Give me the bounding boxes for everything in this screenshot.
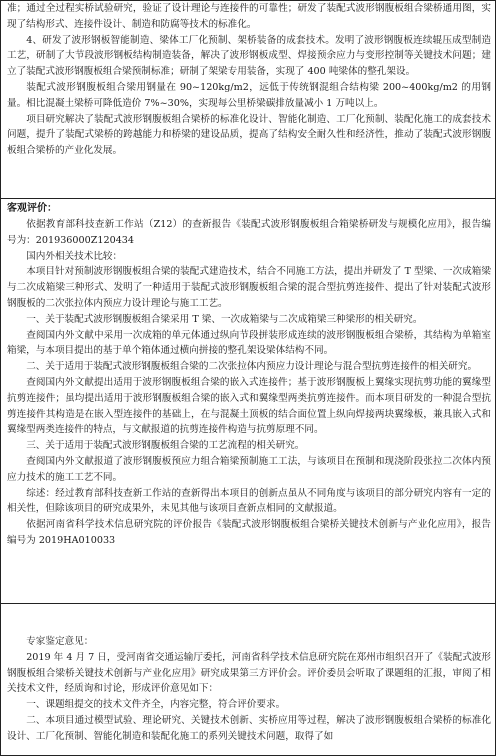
paragraph: 综述：经过教育部科技查新工作站的查新得出本项目的创新点虽从不同角度与该项目的部分研究内容有一定的相关性，但除该项目的研究成果外，未见其他与该项目查新点相同的文献报道。 [7, 487, 491, 515]
paragraph: 二、关于适用于装配式波形钢腹板组合梁的二次张拉体内预应力设计理论与混合型抗剪连接件的相关研究。 [26, 361, 478, 373]
paragraph: 依据河南省科学技术信息研究院的评价报告《装配式波形钢腹板组合梁桥关键技术创新与产业化应用》，报告编号为 2019HA010033 [7, 519, 491, 546]
paragraph: 二、本项目通过模型试验、理论研究、关键技术创新、实桥应用等过程，解决了波形钢腹板组合梁桥的标准化设计、工厂化预制、智能化制造和装配化施工的系列关键技术问题，取得了如 [7, 714, 491, 742]
paragraph: 一、关于装配式波形钢腹板组合梁采用 T 梁、一次成箱梁与二次成箱梁三种梁形的相关研究。 [26, 313, 423, 325]
section-objective-evaluation [1, 199, 495, 604]
paragraph: 查阅国内外文献报道了波形钢腹板预应力组合箱梁预制施工工法，与该项目在预制和现浇阶段张拉二次体内预应力技术的施工工艺不同。 [7, 455, 491, 483]
paragraph: 准；通过全过程实桥试验研究，验证了设计理论与连接件的可靠性；研发了装配式波形钢腹板组合梁桥通用图，实现了结构形式、连接件设计、制造和防腐等技术的标准化。 [7, 3, 491, 30]
paragraph: 依据教育部科技查新工作站（Z12）的查新报告《装配式波形钢腹板组合箱梁桥研发与规模化应用》，报告编号为：201936000Z120434 [7, 219, 491, 246]
paragraph: 装配式波形钢腹板组合梁用钢量在 90~120kg/m2，远低于传统钢混组合结构梁 200~400kg/m2 的用钢量。相比混凝土梁桥可降低造价 7%~30%，实现每公里桥梁碳排放量减小 1 万吨以上。 [7, 81, 491, 109]
paragraph: 一、课题组提交的技术文件齐全，内容完整，符合评价要求。 [26, 699, 286, 711]
paragraph: 查阅国内外文献提出适用于波形钢腹板组合梁的嵌入式连接件；基于波形钢腹板上翼缘实现抗剪功能的翼缘型抗剪连接件；虽均提出适用于波形钢腹板组合梁的嵌入式和翼缘型两类抗剪连接件。而本项目研发的一种混合型抗剪连接件其构造是在嵌入型连接件的基础上，在与混凝土顶板的结合面位置上纵向焊接两块翼缘板，兼具嵌入式和翼缘型两类连接件的特点，与文献报道的抗剪连接件构造与抗剪原理不同。 [7, 376, 491, 436]
paragraph: 国内外相关技术比较： [26, 250, 123, 262]
section-heading: 专家鉴定意见： [26, 636, 94, 647]
section-heading: 客观评价： [7, 203, 57, 214]
paragraph: 查阅国内外文献中采用一次成箱的单元体通过纵向节段拼装形成连续的波形钢腹板组合梁桥，其结构为单箱室箱梁，与本项目提出的基于单个箱体通过横向拼接的整孔架设梁体结构不同。 [7, 329, 491, 357]
section-technical-content [1, 1, 495, 199]
paragraph: 2019 年 4 月 7 日，受河南省交通运输厅委托，河南省科学技术信息研究院在郑州市组织召开了《装配式波形钢腹板组合梁桥关键技术创新与产业化应用》研究成果第三方评价会。评价委员会听取了课题组的汇报，审阅了相关技术文件，经质询和讨论，形成评价意见如下： [7, 651, 491, 695]
paragraph: 三、关于适用于装配式波形钢腹板组合梁的工艺流程的相关研究。 [26, 440, 305, 452]
section-expert-opinion [1, 604, 495, 755]
paragraph: 项目研究解决了装配式波形钢腹板组合梁桥的标准化设计、智能化制造、工厂化预制、装配化施工的成套技术问题，提升了装配式梁桥的跨越能力和桥梁的建设品质，提高了结构安全耐久性和经济性，推动了装配式波形钢腹板组合梁桥的产业化发展。 [7, 113, 491, 157]
paragraph: 本项目针对预制波形钢腹板组合梁的装配式建造技术，结合不同施工方法，提出并研发了 T 型梁、一次成箱梁与二次成箱梁三种形式、发明了一种适用于装配式波形钢腹板组合梁的混合型抗剪连接件、提出了针对装配式波形钢腹板的二次张拉体内预应力设计理论与施工工艺。 [7, 266, 491, 309]
paragraph: 4、研发了波形钢板智能制造、梁体工厂化预制、架桥装备的成套技术。发明了波形钢腹板连续辊压成型制造工艺，研制了大节段波形钢板结构制造装备，解决了波形钢板成型、焊接预余应力与变形控制等关键技术问题；建立了装配式波形钢腹板组合梁预制标准；研制了架梁专用装备，实现了 400 吨梁体的整孔架设。 [7, 34, 491, 78]
